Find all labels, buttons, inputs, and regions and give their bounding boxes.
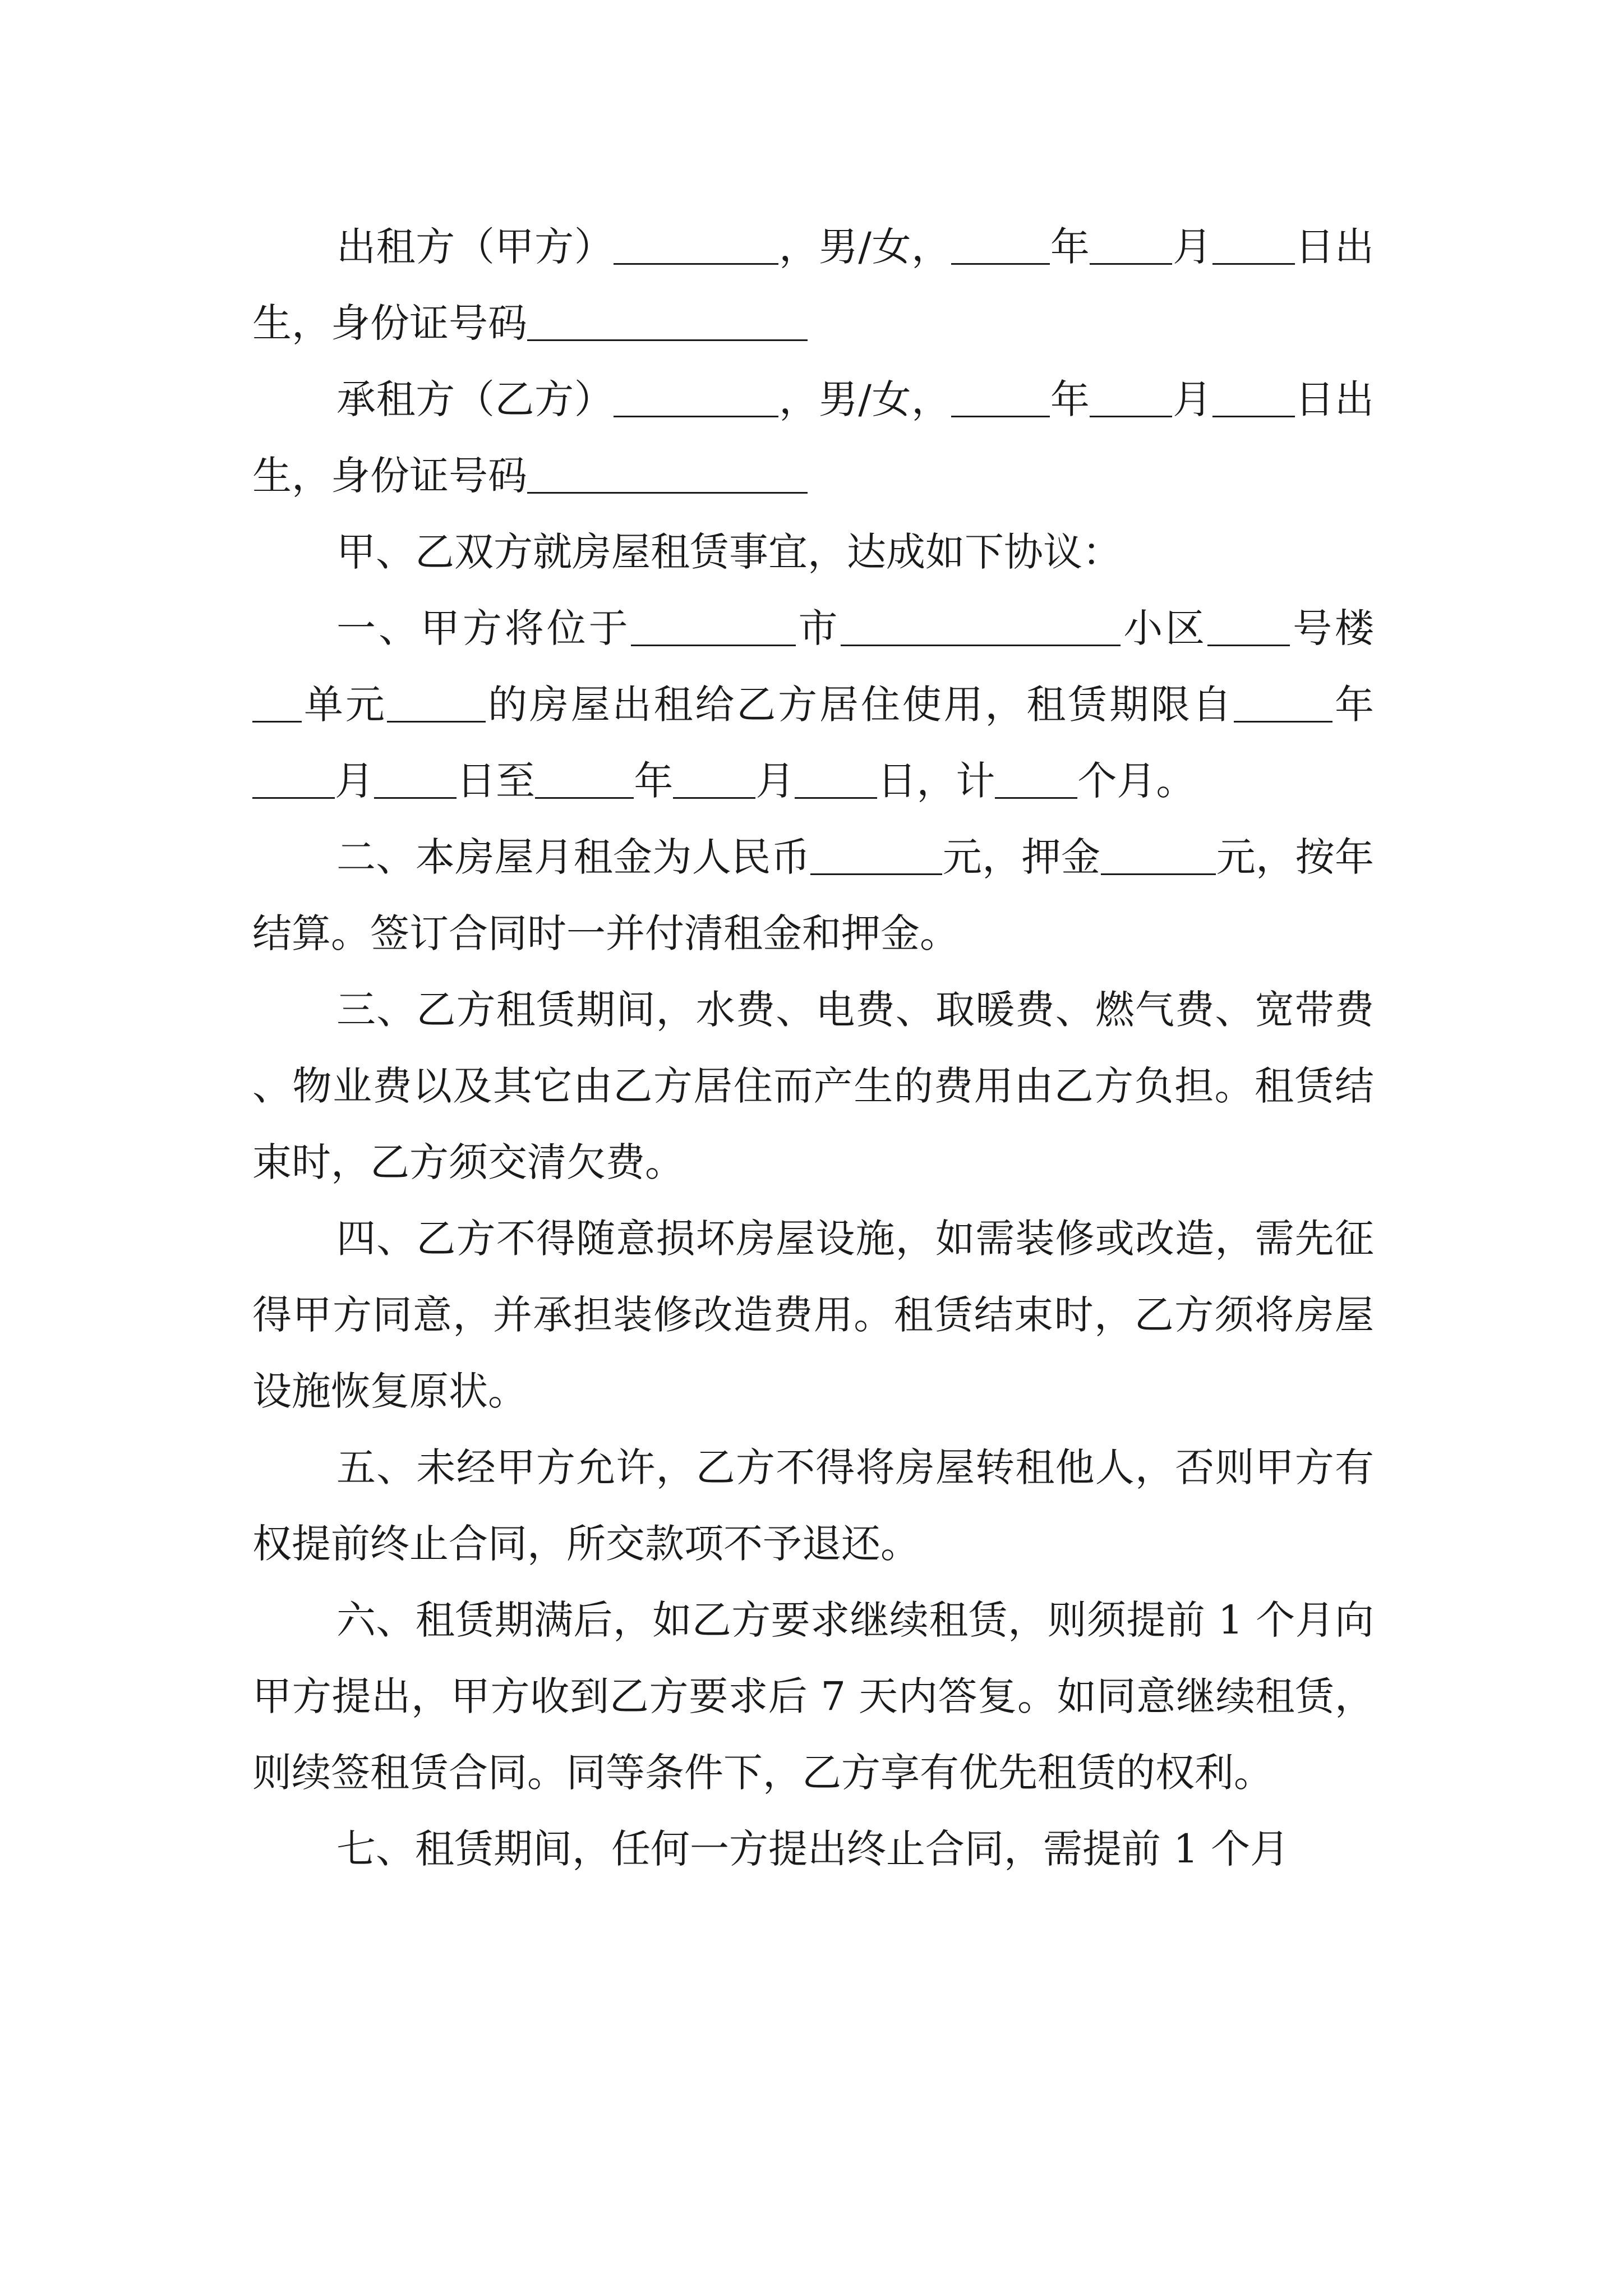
blank-field-line [1101,834,1216,875]
clause-4: 四、乙方不得随意损坏房屋设施，如需装修或改造，需先征得甲方同意，并承担装修改造费用。租赁结束时，乙方须将房屋设施恢复原状。 [252,1216,1374,1414]
blank-field-line [1090,376,1172,417]
agreement-intro: 甲、乙双方就房屋租赁事宜，达成如下协议： [336,529,1122,575]
clause-6: 六、租赁期满后，如乙方要求继续租赁，则须提前 1 个月向甲方提出，甲方收到乙方要求后 7 天内答复。如同意继续租赁，则续签租赁合同。同等条件下，乙方享有优先租赁的权利。 [252,1597,1374,1796]
clause-2: 二、本房屋月租金为人民币 元，押金 元，按年结算。签订合同时一并付清租金和押金。 [252,834,1375,956]
blank-field-line [795,758,877,799]
blank-field-line [252,758,335,799]
party-a-clause: 出租方（甲方） ，男/女， 年 月 日出生，身份证号码 [252,224,1375,346]
blank-field-line [1234,682,1332,723]
clause-5: 五、未经甲方允许，乙方不得将房屋转租他人，否则甲方有权提前终止合同，所交款项不予退还。 [252,1444,1374,1567]
blank-field-line [1207,605,1290,646]
blank-field-line [614,376,778,417]
blank-field-line [252,682,302,723]
blank-field-line [995,758,1077,799]
blank-field-line [810,834,942,875]
clause-1: 一、甲方将位于 市 小区 号楼单元 的房屋出租给乙方居住使用，租赁期限自 年月 日至 年 月 日，计 个月。 [252,590,1374,819]
blank-field-line [951,376,1050,417]
blank-field-line [951,224,1050,265]
blank-field-line [535,758,634,799]
blank-field-line [841,605,1121,646]
blank-field-line [673,758,755,799]
blank-field-line [527,453,808,494]
document-page [252,209,1374,1887]
blank-field-line [374,758,457,799]
blank-field-line [387,682,486,723]
blank-field-line [1212,224,1295,265]
blank-field-line [527,300,808,341]
blank-field-line [1212,376,1295,417]
clause-3: 三、乙方租赁期间，水费、电费、取暖费、燃气费、宽带费、物业费以及其它由乙方居住而产生的费用由乙方负担。租赁结束时，乙方须交清欠费。 [252,987,1374,1185]
blank-field-line [631,605,796,646]
blank-field-line [614,224,778,265]
clause-7: 七、租赁期间，任何一方提出终止合同，需提前 1 个月 [336,1826,1290,1872]
party-b-clause: 承租方（乙方） ，男/女， 年 月 日出生，身份证号码 [252,376,1375,499]
blank-field-line [1090,224,1172,265]
